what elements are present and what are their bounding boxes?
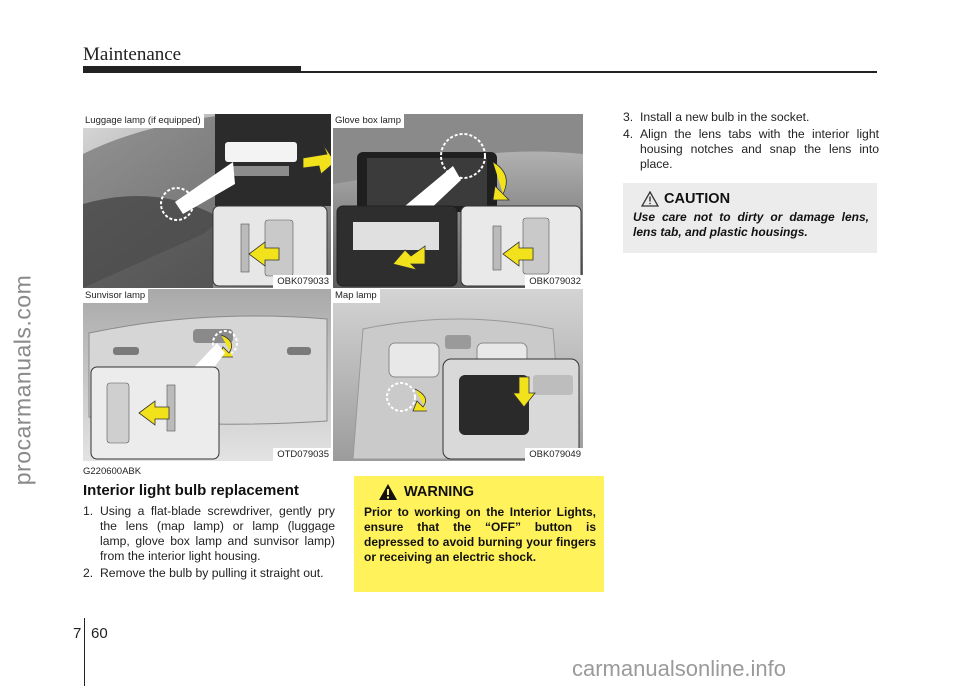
photo-luggage-lamp xyxy=(83,114,331,288)
map-lamp-illustration xyxy=(333,289,583,461)
photo-label: Luggage lamp (if equipped) xyxy=(83,114,204,128)
step-number: 3. xyxy=(623,110,634,124)
step-item xyxy=(83,566,335,581)
photo-map-lamp xyxy=(333,289,583,461)
step-text: Using a flat-blade screwdriver, gently pry the lens (map lamp) or lamp (luggage lamp, glove box lamp and sunvisor lamp) from the interior light housing. xyxy=(100,504,335,563)
photo-code: OBK079032 xyxy=(525,275,583,288)
step-list-left xyxy=(83,504,335,583)
warning-box xyxy=(354,476,604,592)
caution-text: Use care not to dirty or damage lens, lens tab, and plastic housings. xyxy=(633,210,869,239)
caution-title: CAUTION xyxy=(664,191,731,207)
step-text: Align the lens tabs with the interior light housing notches and snap the lens into place. xyxy=(640,127,879,171)
photo-label: Map lamp xyxy=(333,289,380,303)
warning-title: WARNING xyxy=(404,484,475,500)
step-number: 2. xyxy=(83,566,94,580)
warning-header xyxy=(378,483,596,501)
step-item xyxy=(623,127,879,172)
section-code: G220600ABK xyxy=(83,466,142,477)
side-watermark xyxy=(0,230,46,530)
photo-glove-box-lamp xyxy=(333,114,583,288)
page-header-title: Maintenance xyxy=(83,44,182,65)
glove-box-lamp-illustration xyxy=(333,114,583,288)
step-item xyxy=(623,110,879,125)
sunvisor-lamp-illustration xyxy=(83,289,331,461)
side-watermark-text: procarmanuals.com xyxy=(9,274,36,486)
step-text: Install a new bulb in the socket. xyxy=(640,110,810,124)
page-divider xyxy=(84,618,85,686)
photo-code: OBK079033 xyxy=(273,275,331,288)
photo-code: OBK079049 xyxy=(525,448,583,461)
step-text: Remove the bulb by pulling it straight out. xyxy=(100,566,324,580)
step-list-right xyxy=(623,110,879,174)
caution-header xyxy=(641,191,869,207)
photo-label: Glove box lamp xyxy=(333,114,404,128)
header-rule xyxy=(301,71,877,73)
caution-triangle-icon xyxy=(641,191,659,207)
photo-sunvisor-lamp xyxy=(83,289,331,461)
step-number: 4. xyxy=(623,127,634,141)
photo-code: OTD079035 xyxy=(273,448,331,461)
step-item xyxy=(83,504,335,564)
page-number: 60 xyxy=(91,625,108,642)
warning-text: Prior to working on the Interior Lights, ensure that the “OFF” button is depressed to avoid burning your fingers or receiving an electric shock. xyxy=(364,505,596,564)
section-title: Interior light bulb replacement xyxy=(83,482,299,499)
photo-label: Sunvisor lamp xyxy=(83,289,148,303)
step-number: 1. xyxy=(83,504,94,518)
warning-triangle-icon xyxy=(378,483,398,501)
luggage-lamp-illustration xyxy=(83,114,331,288)
site-watermark: carmanualsonline.info xyxy=(572,656,787,681)
page-section-number: 7 xyxy=(73,625,82,642)
caution-box xyxy=(623,183,877,253)
header-bar xyxy=(83,66,301,73)
